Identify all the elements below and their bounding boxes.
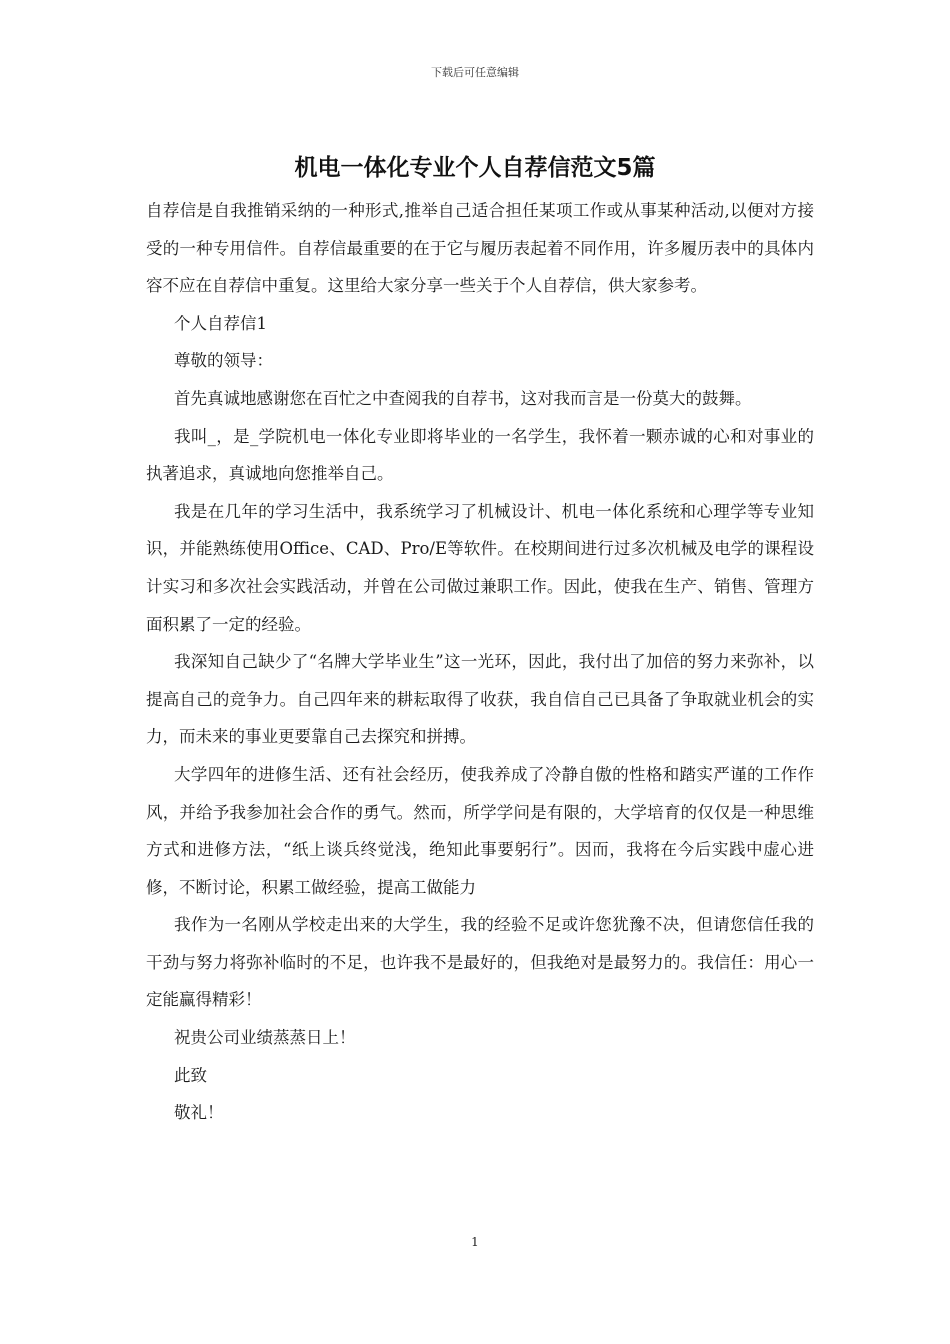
paragraph-closing: 此致 [174,1065,207,1085]
paragraph: 我深知自己缺少了“名牌大学毕业生”这一光环，因此，我付出了加倍的努力来弥补，以提高自己的竞争力。自己四年来的耕耘取得了收获，我自信自己已具备了争取就业机会的实力，而未来的事业更要靠自己去探究和拼搏。 [146,652,814,747]
paragraph: 我叫_，是_学院机电一体化专业即将毕业的一名学生，我怀着一颗赤诚的心和对事业的执著追求，真诚地向您推举自己。 [146,426,814,484]
paragraph-intro: 自荐信是自我推销采纳的一种形式,推举自己适合担任某项工作或从事某种活动,以便对方接受的一种专用信件。自荐信最重要的在于它与履历表起着不同作用，许多履历表中的具体内容不应在自荐信中重复。这里给大家分享一些关于个人自荐信，供大家参考。 [146,201,814,296]
paragraph: 我是在几年的学习生活中，我系统学习了机械设计、机电一体化系统和心理学等专业知识，并能熟练使用Office、CAD、Pro/E等软件。在校期间进行过多次机械及电学的课程设计实习和多次社会实践活动，并曾在公司做过兼职工作。因此，使我在生产、销售、管理方面积累了一定的经验。 [146,501,814,634]
paragraph-section-heading: 个人自荐信1 [174,313,267,333]
paragraph: 大学四年的进修生活、还有社会经历，使我养成了冷静自傲的性格和踏实严谨的工作作风，并给予我参加社会合作的勇气。然而，所学学问是有限的，大学培育的仅仅是一种思维方式和进修方法，“纸上谈兵终觉浅，绝知此事要躬行”。因而，我将在今后实践中虚心进修，不断讨论，积累工做经验，提高工做能力 [146,764,814,897]
document-title: 机电一体化专业个人自荐信范文5篇 [294,155,656,181]
document-body [146,192,814,1132]
paragraph: 首先真诚地感谢您在百忙之中查阅我的自荐书，这对我而言是一份莫大的鼓舞。 [174,388,752,408]
paragraph-closing-wish: 祝贵公司业绩蒸蒸日上！ [174,1028,356,1048]
paragraph: 我作为一名刚从学校走出来的大学生，我的经验不足或许您犹豫不决，但请您信任我的干劲与努力将弥补临时的不足，也许我不是最好的，但我绝对是最努力的。我信任：用心一定能赢得精彩！ [146,915,814,1010]
paragraph-regards: 敬礼！ [174,1103,224,1123]
page-header: 下载后可任意编辑 [431,66,519,79]
paragraph-salutation: 尊敬的领导： [174,351,273,371]
page-number: 1 [471,1235,479,1249]
